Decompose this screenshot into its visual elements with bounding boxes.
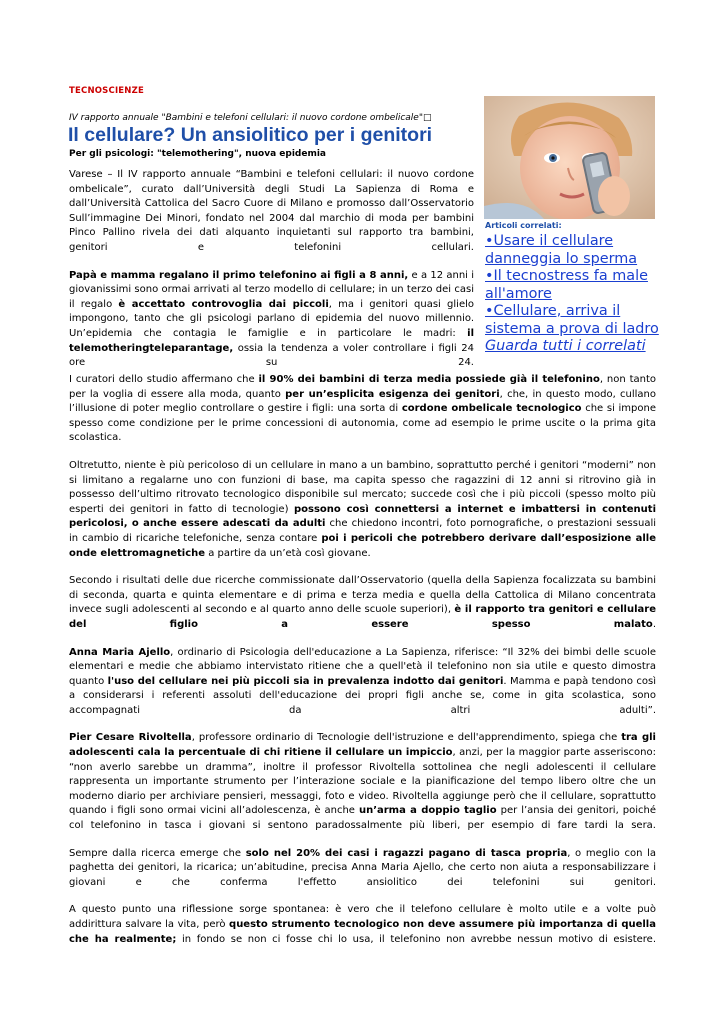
bold-text: poi i pericoli che potrebbero derivare dall’esposizione alle onde elettromagnetiche — [69, 532, 656, 559]
body-text: , o meglio con la paghetta dei genitori, la ricarica; un’abitudine, precisa Anna Maria Ajello, che certo non aiuta a responsabilizzare i giovani e che conferma l'effetto ansiolitico dei telefonini sui genitori. — [69, 847, 656, 888]
body-text: per l’ansia dei genitori, poiché col telefonino in tasca i giovani si sentono paradossalmente più liberi, per esempio di fare tardi la sera. — [69, 805, 657, 832]
body-text: che chiedono incontri, foto pornografiche, o prestazioni sessuali in cambio di ricariche telefoniche, senza contare — [69, 518, 656, 544]
bold-text: questo strumento tecnologico non deve assumere più importanza di quella che ha realmente; — [69, 919, 656, 945]
bold-text: il telemotheringteleparantage, — [69, 327, 474, 354]
article-kicker: IV rapporto annuale "Bambini e telefoni cellulari: il nuovo cordone ombelicale"□ — [69, 113, 432, 123]
body-text: , che, in questo modo, cullano l’illusione di poter meglio controllare o gestire i figli: una sorta di — [69, 388, 656, 415]
body-text: , professore ordinario di Tecnologie dell'istruzione e dell'apprendimento, spiega che — [191, 732, 622, 744]
body-text: , non tanto per la voglia di essere alla moda, quanto — [69, 374, 657, 400]
child-with-phone-image — [484, 96, 655, 219]
body-text: , ma i genitori quasi glielo impongono, tanto che gli psicologi parlano di epidemia del nuovo millennio. Un’epidemia che contagia le famiglie e in particolare le madri: — [69, 298, 474, 339]
body-text: in fondo se non ci fosse chi lo usa, il telefonino non avrebbe nessun motivo di esistere. — [176, 933, 656, 945]
article-headline: Il cellulare? Un ansiolitico per i genitori — [68, 124, 433, 146]
paragraph-rivoltella — [69, 731, 656, 833]
body-text: . Mamma e papà tendono così a considerarsi i referenti assoluti dell'educazione dei propri figli anche se, come in gita scolastica, sono accompagnati da altri adulti”. — [69, 675, 656, 716]
paragraph-pericoli — [69, 459, 656, 561]
paragraph-riflessione — [69, 903, 656, 947]
related-articles — [485, 221, 660, 356]
paragraph-first-phone — [69, 269, 474, 371]
bold-text: tra gli adolescenti cala la percentuale di chi ritiene il cellulare un impiccio — [69, 732, 656, 759]
related-link-sperma[interactable]: •Usare il cellulare danneggia lo sperma — [485, 233, 638, 267]
paragraph-intro: Varese – Il IV rapporto annuale “Bambini e telefoni cellulari: il nuovo cordone ombelicale”, curato dall’Università degli Studi La Sapienza di Roma e dall’Università Cattolica del Sacro Cuore di Milano e promosso dall’Osservatorio Sull’immagine Dei Minori, fondato nel 2004 dal marchio di moda per bambini Pinco Pallino rivela dei dati alquanto inquietanti sul rapporto tra bambini, genitori e telefonini cellulari. — [69, 169, 474, 253]
related-title: Articoli correlati: — [485, 221, 562, 230]
body-text: ossia la tendenza a voler controllare i figli 24 ore su 24. — [69, 342, 474, 369]
bold-text: solo nel 20% dei casi i ragazzi pagano di tasca propria — [245, 847, 568, 859]
section-label: TECNOSCIENZE — [69, 86, 144, 96]
bold-text: un’arma a doppio taglio — [358, 805, 497, 817]
related-link-tecnostress[interactable]: •Il tecnostress fa male all'amore — [485, 268, 648, 302]
body-text: I curatori dello studio affermano che — [69, 374, 259, 385]
paragraph-curatori — [69, 373, 656, 446]
body-text: Oltretutto, niente è più pericoloso di un cellulare in mano a un bambino, soprattutto perché i genitori “moderni” non si limitano a regalarne uno con funzioni di base, ma capita spesso che ragazzini di 12 anni si ritrovino già in possesso dell’ultimo ritrovato tecnologico disponibile sul mercato; succede così che i più piccoli (spesso molto più esperti dei genitori in fatto di tecnologie) — [69, 459, 656, 515]
related-all-link[interactable]: Guarda tutti i correlati — [485, 338, 646, 354]
bold-text: è accettato controvoglia dai piccoli — [118, 298, 329, 310]
bold-text: cordone ombelicale tecnologico — [401, 403, 582, 415]
article-subhead: Per gli psicologi: "telemothering", nuova epidemia — [69, 149, 327, 159]
paragraph-ricarica — [69, 847, 656, 891]
body-text: , ordinario di Psicologia dell'educazione a La Sapienza, riferisce: “Il 32% dei bimbi delle scuole elementari e medie che abbiamo intervistato ritiene che a quell'età il telefonino non sia utile e questo dimostra quanto — [69, 646, 656, 687]
body-text: a partire da un’età così giovane. — [205, 547, 371, 559]
related-link-antifurto[interactable]: •Cellulare, arriva il sistema a prova di ladro — [485, 303, 659, 337]
bold-text: Anna Maria Ajello — [69, 646, 171, 658]
body-text: Sempre dalla ricerca emerge che — [69, 847, 246, 859]
paragraph-ajello — [69, 646, 656, 719]
bold-text: il 90% dei bambini di terza media possiede già il telefonino — [258, 374, 600, 385]
bold-text: per un’esplicita esigenza dei genitori — [285, 388, 500, 400]
bold-text: è il rapporto tra genitori e cellulare del figlio a essere spesso malato — [69, 604, 656, 630]
article-body — [69, 373, 656, 960]
bold-text: possono così connettersi a internet e imbattersi in contenuti pericolosi, o anche essere adescati da adulti — [69, 503, 657, 530]
bold-text: Pier Cesare Rivoltella — [69, 732, 192, 744]
paragraph-ricerche — [69, 574, 656, 632]
article-body-top — [69, 168, 474, 384]
body-text: Secondo i risultati delle due ricerche commissionate dall’Osservatorio (quella della Sapienza focalizzata su bambini di seconda, quarta e quinta elementare e di prima e terza media e quella della Cattolica di Milano concentrata invece sugli adolescenti al secondo e al quarto anno delle scuole superiori), — [69, 575, 656, 616]
child-with-phone-photo — [484, 96, 655, 219]
body-text: A questo punto una riflessione sorge spontanea: è vero che il telefono cellulare è molto utile e a volte può addirittura salvare la vita, però — [69, 904, 656, 930]
body-text: , anzi, per la maggior parte asseriscono: “non averlo sarebbe un dramma”, inoltre il professor Rivoltella sottolinea che negli adolescenti il cellulare rappresenta un importante strumento per l’interazione sociale e la pianificazione del tempo libero oltre che un moderno diario per archiviare pensieri, messaggi, foto e video. Rivoltella aggiunge però che il cellulare, soprattutto quando i figli sono ormai vicini all’adolescenza, è anche — [69, 747, 656, 817]
body-text: . — [652, 618, 656, 630]
bold-text: l'uso del cellulare nei più piccoli sia in prevalenza indotto dai genitori — [107, 675, 504, 687]
body-text: e a 12 anni i giovanissimi sono ormai arrivati al terzo modello di cellulare; in un terzo dei casi il regalo — [69, 269, 475, 310]
body-text: che si impone spesso come condizione per le prime concessioni di autonomia, come ad esempio le prime uscite o la prima gita scolastica. — [69, 403, 656, 444]
bold-text: Papà e mamma regalano il primo telefonino ai figli a 8 anni, — [69, 269, 409, 281]
